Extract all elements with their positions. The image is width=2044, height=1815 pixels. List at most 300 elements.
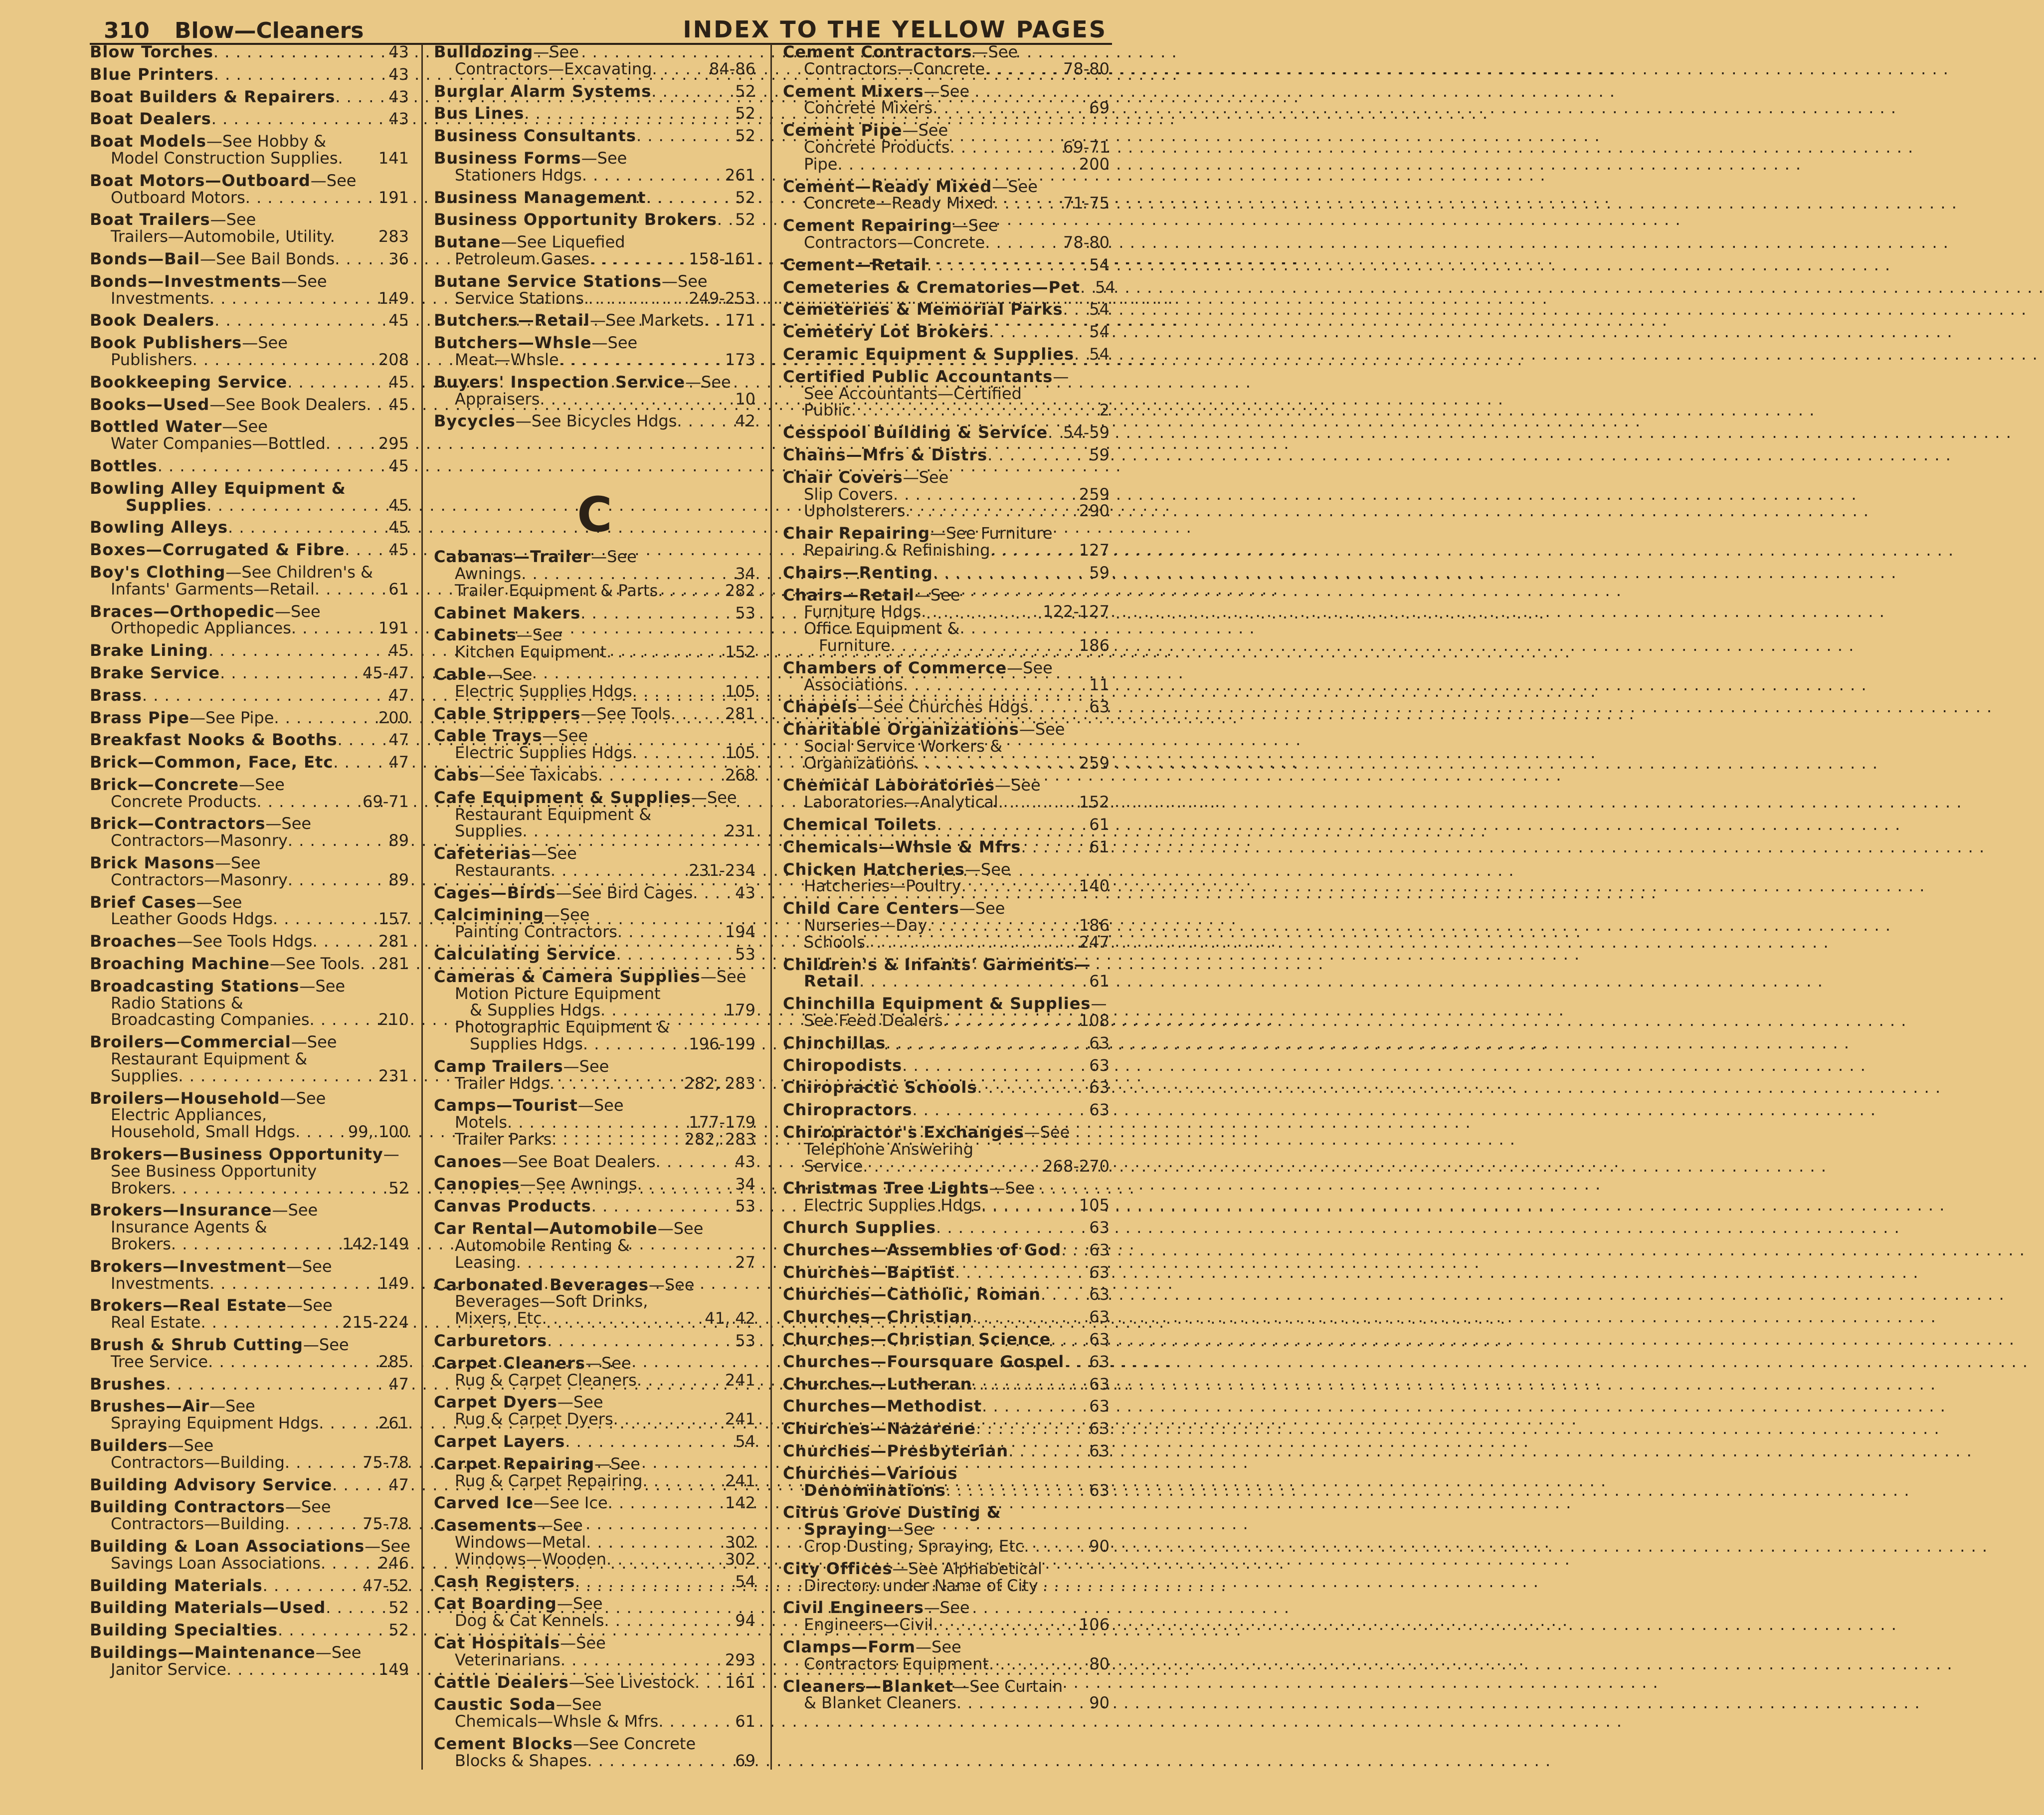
page-reference: 45 (388, 311, 409, 330)
entry-line (90, 273, 409, 290)
leader-dots (226, 1661, 375, 1678)
page-reference: 63 (1089, 1055, 1110, 1075)
page-reference: 122-127 (1043, 602, 1110, 621)
entry-subline (783, 1656, 1110, 1673)
entry-reference: — (1053, 367, 1069, 386)
page-reference: 152 (725, 642, 755, 662)
index-entry (434, 790, 755, 840)
entry-subline (434, 924, 755, 941)
index-entry (90, 173, 409, 206)
entry-heading: Books—Used (90, 395, 210, 414)
entry-reference: Service (804, 1156, 863, 1176)
entry-line (434, 335, 755, 352)
entry-reference: Slip Covers (804, 484, 893, 504)
entry-reference: Contractors—Masonry (111, 870, 288, 889)
entry-subline (90, 1124, 409, 1141)
entry-subline (783, 1197, 1110, 1214)
page-reference: 43 (388, 109, 409, 129)
entry-line (434, 413, 755, 430)
page-reference: 179 (725, 1001, 755, 1020)
entry-reference: —See Pipe (189, 708, 274, 727)
entry-heading: Cemeteries & Memorial Parks (783, 300, 1063, 319)
page-reference: 105 (725, 681, 755, 701)
entry-heading: Book Dealers (90, 311, 215, 330)
index-entry (434, 1456, 755, 1490)
leader-dots (987, 447, 1086, 464)
entry-heading: Churches—Various (783, 1463, 958, 1483)
page-reference: 61 (1089, 837, 1110, 856)
entry-subline (434, 986, 755, 1003)
entry-reference: —See (1019, 720, 1065, 739)
index-entry (434, 374, 755, 408)
page-reference: 78-80 (1063, 59, 1110, 78)
entry-heading: Cat Boarding (434, 1594, 557, 1613)
entry-subline (90, 1661, 409, 1678)
entry-subline (783, 1521, 1110, 1538)
page-reference: 53 (735, 1331, 755, 1351)
entry-reference: Appraisers (455, 389, 540, 408)
index-entry (783, 565, 1110, 582)
page-reference: 259 (1079, 753, 1110, 773)
page-reference: 34 (735, 1174, 755, 1194)
page-reference: 191 (378, 188, 409, 207)
entry-reference: Service Stations (455, 288, 584, 308)
entry-reference: —See (563, 1056, 609, 1076)
leader-dots (345, 542, 385, 559)
index-entry (434, 44, 755, 78)
leader-dots (902, 1057, 1086, 1074)
entry-subline (90, 352, 409, 369)
index-entry (434, 1635, 755, 1669)
entry-reference: Water Companies—Bottled (111, 434, 326, 453)
entry-subline (434, 290, 755, 307)
entry-line (90, 604, 409, 620)
leader-dots (651, 83, 732, 100)
entry-line (90, 1398, 409, 1415)
index-entry (90, 665, 409, 682)
entry-reference: Directory under Name of City (804, 1576, 1038, 1595)
entry-line (434, 907, 755, 924)
page-reference: 54 (735, 1572, 755, 1591)
index-entry (783, 1286, 1110, 1303)
page-reference: 282 (725, 581, 755, 600)
entry-reference: Savings Loan Associations (111, 1553, 321, 1573)
entry-subline (783, 61, 1110, 78)
entry-line (783, 996, 1110, 1012)
index-entry (783, 699, 1110, 716)
index-entry (434, 1198, 755, 1215)
entry-subline (90, 1555, 409, 1572)
leader-dots (1064, 1354, 1086, 1371)
entry-heading: Spraying (804, 1520, 888, 1539)
page-reference: 149 (378, 1273, 409, 1293)
entry-reference: Trailer Hdgs (455, 1073, 550, 1093)
page-reference: 285 (378, 1352, 409, 1371)
entry-reference: —See (691, 788, 737, 807)
entry-reference: Mixers, Etc (455, 1309, 542, 1328)
page-reference: 69-71 (1063, 137, 1110, 157)
entry-heading: Brick—Common, Face, Etc (90, 753, 334, 772)
entry-reference: Crop Dusting, Spraying, Etc (804, 1536, 1024, 1556)
page-reference: 281 (378, 932, 409, 951)
leader-dots (936, 1219, 1086, 1236)
page-reference: 281 (378, 954, 409, 974)
leader-dots (245, 190, 375, 206)
leader-dots (208, 1354, 375, 1371)
entry-reference: Janitor Service (111, 1659, 226, 1679)
entry-heading: Churches—Christian (783, 1307, 973, 1327)
entry-heading: Cement Blocks (434, 1734, 573, 1753)
page-reference: 63 (1089, 1441, 1110, 1460)
leader-dots (865, 934, 1076, 951)
leader-dots (547, 1333, 732, 1350)
entry-reference: —See (1007, 658, 1053, 677)
entry-heading: Cement—Retail (783, 255, 927, 274)
entry-heading: Butane Service Stations (434, 271, 662, 291)
entry-subline (434, 1551, 755, 1568)
index-entry (783, 424, 1110, 441)
entry-reference: —See (989, 1179, 1035, 1198)
entry-subline (783, 934, 1110, 951)
entry-line (434, 150, 755, 167)
entry-heading: Boat Dealers (90, 109, 211, 129)
entry-reference: Investments (111, 1273, 209, 1293)
entry-reference: Tree Service (111, 1352, 208, 1371)
entry-heading: Churches—Foursquare Gospel (783, 1352, 1065, 1371)
entry-heading: Charitable Organizations (783, 720, 1019, 739)
entry-line (434, 190, 755, 206)
entry-subline (434, 1019, 755, 1036)
index-entry (434, 190, 755, 206)
page-reference: 173 (725, 350, 755, 369)
entry-subline (90, 497, 409, 514)
page-reference: 63 (1089, 1419, 1110, 1438)
index-entry (783, 1398, 1110, 1415)
entry-line (783, 525, 1110, 542)
entry-reference: —See (959, 899, 1005, 918)
index-entry (783, 1219, 1110, 1236)
entry-reference: —See (533, 42, 579, 61)
leader-dots (886, 1035, 1086, 1052)
entry-heading: Churches—Methodist (783, 1397, 982, 1416)
page-reference: 261 (378, 1413, 409, 1433)
page-reference: 80 (1089, 1654, 1110, 1673)
leader-dots (695, 1674, 722, 1691)
entry-reference: —See (924, 81, 970, 101)
entry-subline (90, 1415, 409, 1432)
page-reference: 282, 283 (684, 1130, 755, 1149)
leader-dots (606, 1551, 722, 1568)
entry-line (434, 885, 755, 902)
index-entry (434, 1220, 755, 1271)
index-entry (90, 1202, 409, 1252)
entry-heading: Burglar Alarm Systems (434, 81, 652, 101)
entry-heading: Braces—Orthopedic (90, 602, 275, 621)
entry-heading: Cabinet Makers (434, 603, 581, 622)
leader-dots (859, 973, 1086, 990)
entry-reference: Laboratories—Analytical (804, 793, 998, 812)
index-entry (783, 1331, 1110, 1348)
leader-dots (863, 1158, 1040, 1175)
entry-heading: Chiropractic Schools (783, 1078, 977, 1097)
entry-line (90, 754, 409, 771)
entry-subline (783, 1695, 1110, 1712)
leader-dots (656, 1154, 733, 1171)
page-reference: 89 (388, 870, 409, 889)
entry-heading: Chapels (783, 697, 858, 717)
leader-dots (560, 1652, 722, 1669)
entry-heading: Building Specialties (90, 1620, 278, 1640)
page-reference: 241 (725, 1370, 755, 1390)
entry-heading: Cafe Equipment & Supplies (434, 788, 691, 807)
index-entry (90, 732, 409, 749)
index-entry (783, 1561, 1110, 1595)
entry-reference: —See (274, 602, 321, 621)
leader-dots (211, 111, 386, 128)
entry-reference: Household, Small Hdgs (111, 1122, 296, 1142)
entry-reference: Automobile Renting & (455, 1236, 630, 1255)
entry-line (783, 447, 1110, 464)
entry-subline (783, 878, 1110, 895)
entry-subline (434, 745, 755, 762)
leader-dots (360, 956, 375, 973)
entry-reference: —See (657, 1219, 704, 1238)
entry-reference: —See (648, 1275, 695, 1294)
entry-reference: —See (265, 814, 312, 833)
entry-line (783, 1398, 1110, 1415)
entry-heading: Chair Covers (783, 467, 903, 487)
leader-dots (1074, 346, 1086, 363)
leader-dots (950, 139, 1061, 156)
entry-reference: —See (196, 892, 242, 912)
index-entry (90, 815, 409, 849)
entry-subline (90, 1180, 409, 1197)
entry-line (434, 312, 755, 329)
entry-subline (90, 1163, 409, 1180)
entry-line (90, 211, 409, 228)
leader-dots (977, 1079, 1086, 1096)
index-entry (783, 1639, 1110, 1673)
page-reference: 282, 283 (684, 1073, 755, 1093)
leader-dots (522, 823, 722, 840)
index-entry (783, 1035, 1110, 1052)
leader-dots (671, 706, 722, 723)
leader-dots (637, 1176, 733, 1193)
entry-line (90, 89, 409, 106)
entry-reference: Leather Goods Hdgs (111, 909, 273, 929)
entry-reference: Windows—Wooden (455, 1549, 607, 1569)
leader-dots (338, 732, 386, 749)
leader-dots (946, 1482, 1086, 1499)
entry-line (90, 1146, 409, 1163)
page-reference: 47 (388, 1475, 409, 1494)
entry-reference: —See (902, 121, 948, 140)
index-entry (90, 1376, 409, 1393)
page-reference: 158-161 (689, 249, 755, 268)
entry-heading: Cabanas—Trailer (434, 547, 591, 567)
entry-heading: Cement Repairing (783, 216, 952, 235)
index-entry (434, 1574, 755, 1591)
entry-heading: Cement Pipe (783, 121, 903, 140)
page-reference: 281 (725, 704, 755, 723)
page-reference: 105 (725, 743, 755, 763)
entry-heading: Broilers—Household (90, 1088, 280, 1108)
index-entry (90, 66, 409, 83)
spacer (335, 228, 375, 245)
entry-reference: —See (239, 775, 285, 794)
entry-subline (434, 1237, 755, 1254)
entry-heading: Churches—Christian Science (783, 1330, 1051, 1349)
leader-dots (565, 1433, 732, 1450)
entry-subline (90, 911, 409, 928)
entry-line (783, 369, 1110, 386)
index-entry (783, 1264, 1110, 1281)
index-entry (90, 1538, 409, 1572)
page-reference: 63 (1089, 1397, 1110, 1416)
index-entry (783, 447, 1110, 464)
entry-reference: —See Awnings (520, 1174, 637, 1194)
entry-line (434, 1277, 755, 1294)
page-range-label: Blow—Cleaners (175, 18, 364, 43)
entry-heading: Chambers of Commerce (783, 658, 1007, 677)
index-entry (434, 128, 755, 145)
page-reference: 52 (388, 1598, 409, 1617)
leader-dots (583, 1036, 686, 1053)
entry-heading: Breakfast Nooks & Booths (90, 730, 338, 750)
index-entry (783, 839, 1110, 856)
index-entry (90, 458, 409, 475)
entry-line (434, 1736, 755, 1753)
page-reference: 259 (1079, 484, 1110, 504)
index-entry (90, 1297, 409, 1331)
entry-reference: —See (285, 1497, 331, 1517)
entry-reference: —See (310, 171, 357, 190)
entry-reference: —See (286, 1296, 333, 1315)
entry-line (783, 1102, 1110, 1119)
entry-line (783, 301, 1110, 318)
page-reference: 54 (735, 1432, 755, 1451)
entry-subline (90, 1068, 409, 1085)
entry-reference: —See (537, 1516, 583, 1535)
index-entry (783, 179, 1110, 212)
entry-heading: Canvas Products (434, 1197, 591, 1216)
entry-line (783, 660, 1110, 677)
entry-heading: Boat Motors—Outboard (90, 171, 311, 190)
page-reference: 54 (1089, 255, 1110, 274)
index-entry (783, 324, 1110, 341)
entry-reference: Contractors—Masonry (111, 831, 288, 850)
entry-line (434, 273, 755, 290)
entry-line (434, 549, 755, 566)
entry-subline (90, 290, 409, 307)
leader-dots (972, 1376, 1086, 1393)
entry-reference: —See (531, 844, 577, 863)
page-reference: 94 (735, 1611, 755, 1630)
index-entry (90, 211, 409, 245)
entry-heading: Camps—Tourist (434, 1096, 578, 1115)
index-entry (90, 956, 409, 973)
page-reference: 47 (388, 730, 409, 750)
entry-heading: Chiropractor's Exchanges (783, 1123, 1024, 1142)
entry-heading: Brick—Concrete (90, 775, 239, 794)
entry-heading: Brushes (90, 1374, 166, 1394)
entry-reference: —See Churches Hdgs (857, 697, 1029, 717)
leader-dots (332, 1477, 385, 1494)
index-entry (783, 1420, 1110, 1437)
entry-heading: Chicken Hatcheries (783, 859, 965, 879)
page-reference: 53 (735, 1197, 755, 1216)
entry-reference: Rug & Carpet Repairing (455, 1471, 643, 1490)
leader-dots (608, 1495, 722, 1512)
page-reference: 45 (388, 495, 409, 515)
page-reference: 290 (1079, 501, 1110, 521)
entry-subline (434, 862, 755, 879)
entry-heading: Carpet Cleaners (434, 1353, 585, 1373)
index-entry (90, 1034, 409, 1084)
entry-subline (783, 386, 1110, 403)
entry-reference: Spraying Equipment Hdgs (111, 1413, 319, 1433)
entry-heading: Cesspool Building & Service (783, 423, 1048, 442)
entry-line (434, 105, 755, 122)
entry-reference: Infants' Garments—Retail (111, 579, 315, 599)
page-reference: 90 (1089, 1693, 1110, 1713)
leader-dots (312, 933, 375, 950)
entry-heading: Blow Torches (90, 42, 213, 61)
page-reference: 43 (735, 883, 755, 902)
entry-heading: Brokers—Business Opportunity (90, 1145, 383, 1164)
index-entry (90, 710, 409, 727)
leader-dots (933, 565, 1087, 582)
leader-dots (582, 167, 722, 184)
index-entry (90, 1090, 409, 1141)
entry-reference: Orthopedic Appliances (111, 618, 291, 638)
entry-subline (783, 1538, 1110, 1555)
entry-heading: Canoes (434, 1152, 502, 1171)
entry-line (90, 777, 409, 794)
entry-subline (434, 167, 755, 184)
entry-line (90, 480, 409, 497)
index-entry (783, 83, 1110, 117)
entry-line (783, 1264, 1110, 1281)
leader-dots (693, 885, 732, 902)
entry-subline (434, 1411, 755, 1428)
index-entry (783, 721, 1110, 772)
entry-heading: Brass Pipe (90, 708, 190, 727)
index-entry (783, 44, 1110, 78)
page-reference: 293 (725, 1650, 755, 1669)
entry-line (434, 1058, 755, 1075)
entry-line (434, 374, 755, 391)
index-entry (783, 301, 1110, 318)
entry-reference: —See Bird Cages (556, 883, 693, 902)
entry-line (90, 312, 409, 329)
index-entry (783, 1376, 1110, 1393)
entry-subline (434, 1254, 755, 1271)
entry-line (90, 173, 409, 190)
entry-reference: Trailer Equipment & Parts (455, 581, 658, 600)
index-entry (90, 1499, 409, 1533)
index-entry (434, 946, 755, 963)
entry-line (90, 1297, 409, 1314)
entry-line (783, 1678, 1110, 1695)
index-column-2 (434, 44, 755, 1770)
leader-dots (213, 44, 385, 61)
leader-dots (956, 1695, 1086, 1712)
entry-line (434, 969, 755, 986)
page-reference: 10 (735, 389, 755, 408)
entry-subline (783, 1578, 1110, 1595)
leader-dots (990, 542, 1076, 559)
